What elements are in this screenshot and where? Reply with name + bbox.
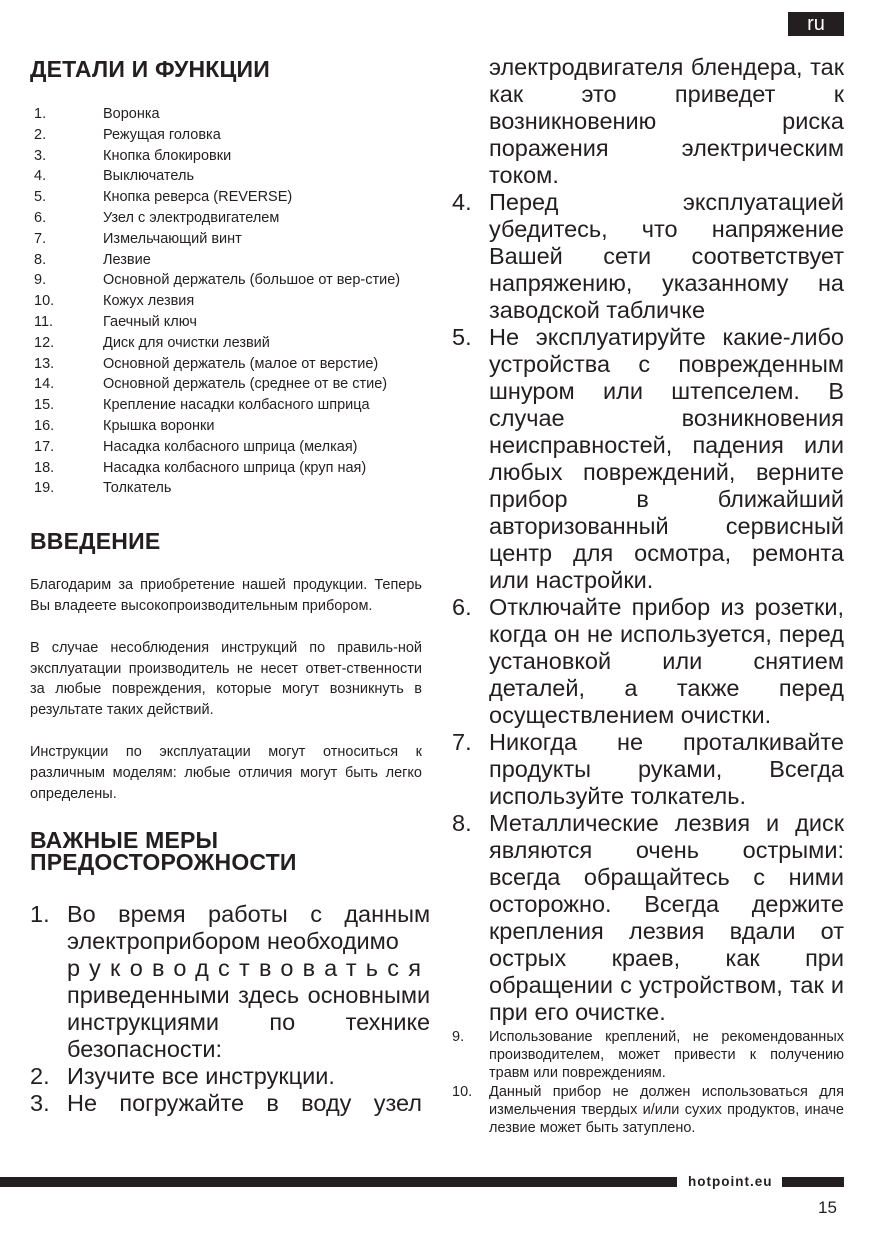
item-number: 10. <box>452 1083 473 1100</box>
list-item <box>30 125 422 146</box>
part-label: Основной держатель (среднее от ве стие) <box>103 376 388 393</box>
item-number: 8. <box>452 810 472 836</box>
part-label: Гаечный ключ <box>103 313 197 330</box>
safety-title-line2: ПРЕДОСТОРОЖНОСТИ <box>30 849 297 876</box>
item-number: 6. <box>452 594 472 620</box>
list-item <box>452 594 844 729</box>
list-item <box>30 478 422 499</box>
part-label: Кожух лезвия <box>103 293 195 310</box>
list-item <box>30 208 422 229</box>
left-column <box>30 52 431 1117</box>
item-number: 9. <box>452 1029 465 1045</box>
part-label: Крышка воронки <box>103 417 215 434</box>
item-text: Перед эксплуатацией убедитесь, что напряжение Вашей сети соответствует напряжению, указанному на заводской табличке <box>489 189 844 323</box>
list-item <box>30 395 422 416</box>
list-item <box>452 189 844 324</box>
list-item <box>452 1028 844 1083</box>
part-label: Узел с электродвигателем <box>103 209 280 226</box>
footer-brand: hotpoint.eu <box>688 1174 773 1189</box>
part-number: 13. <box>34 355 55 372</box>
safety-section-title <box>30 827 422 876</box>
part-number: 18. <box>34 459 55 476</box>
item-text: Данный прибор не должен использоваться для измельчения твердых и/или сухих продуктов, иначе лезвие может быть затуплено. <box>489 1083 844 1137</box>
part-label: Основной держатель (большое от вер-стие) <box>103 272 401 289</box>
item-number: 7. <box>452 729 472 755</box>
safety-list-right <box>452 54 844 1026</box>
part-number: 4. <box>34 168 47 185</box>
list-item <box>30 437 422 458</box>
item-number: 3. <box>30 1090 50 1117</box>
part-label: Выключатель <box>103 168 194 185</box>
footer-rule <box>0 1177 677 1187</box>
list-item <box>452 324 844 594</box>
list-item <box>30 1063 422 1090</box>
page-number: 15 <box>818 1198 837 1217</box>
part-number: 6. <box>34 209 47 226</box>
part-number: 12. <box>34 334 55 351</box>
part-number: 15. <box>34 397 55 414</box>
language-badge: ru <box>788 12 844 36</box>
list-item <box>30 416 422 437</box>
item-text: Изучите все инструкции. <box>67 1063 335 1090</box>
list-item <box>30 104 422 125</box>
right-column <box>452 54 844 1137</box>
item-text: Не эксплуатируйте какие-либо устройства с поврежденным шнуром или штепселем. В случае возникновения неисправностей, падения или любых повреждений, верните прибор в ближайший авторизованный сервисный центр для осмотра, ремонта или настройки. <box>489 324 844 593</box>
intro-section-title: ВВЕДЕНИЕ <box>30 528 161 555</box>
part-number: 2. <box>34 126 47 143</box>
item-text: Никогда не проталкивайте продукты руками, Всегда используйте толкатель. <box>489 729 844 809</box>
safety-title-line1: ВАЖНЫЕ МЕРЫ <box>30 827 219 854</box>
item-number: 4. <box>452 189 472 215</box>
intro-paragraph: В случае несоблюдения инструкций по правиль-ной эксплуатации производитель не несет ответ-ственности за любые повреждения, которые могут возникнуть в результате таких действий. <box>30 639 422 719</box>
footer-rule-right <box>782 1177 844 1187</box>
item-text-part: приведенными здесь основными инструкциями по технике безопасности: <box>67 982 431 1063</box>
part-number: 11. <box>34 313 54 330</box>
list-item <box>30 166 422 187</box>
part-number: 17. <box>34 438 55 455</box>
list-item <box>30 146 422 167</box>
part-label: Лезвие <box>103 251 151 268</box>
part-number: 7. <box>34 230 47 247</box>
intro-paragraph: Благодарим за приобретение нашей продукции. Теперь Вы владеете высокопроизводительным прибором. <box>30 577 422 614</box>
part-label: Основной держатель (малое от верстие) <box>103 355 379 372</box>
part-number: 8. <box>34 251 47 268</box>
list-item <box>30 312 422 333</box>
item-text: Отключайте прибор из розетки, когда он не используется, перед установкой или снятием деталей, а также перед осуществлением очистки. <box>489 594 844 728</box>
part-label: Режущая головка <box>103 126 221 143</box>
safety-list-left <box>30 901 431 1117</box>
list-item <box>30 291 422 312</box>
item-number: 1. <box>30 901 50 928</box>
part-number: 3. <box>34 147 47 164</box>
item-text-continuation: электродвигателя блендера, так как это приведет к возникновению риска поражения электрическим током. <box>489 54 844 188</box>
intro-text <box>30 575 422 804</box>
item-text: Металлические лезвия и диск являются очень острыми: всегда обращайтесь с ними осторожно. Всегда держите крепления лезвия вдали от острых краев, как при обращении с устройством, так и при его очистке. <box>489 810 844 1025</box>
item-text: Использование креплений, не рекомендованных производителем, может привести к получению травм или повреждениям. <box>489 1029 844 1082</box>
part-number: 10. <box>34 293 55 310</box>
part-number: 19. <box>34 480 55 497</box>
item-text-spaced: руководствоваться <box>67 955 431 982</box>
list-item <box>452 1083 844 1138</box>
part-number: 14. <box>34 376 55 393</box>
list-item <box>30 187 422 208</box>
item-number: 2. <box>30 1063 50 1090</box>
part-label: Диск для очистки лезвий <box>103 334 270 351</box>
part-number: 16. <box>34 417 55 434</box>
intro-paragraph: Инструкции по эксплуатации могут относиться к различным моделям: любые отличия могут быть легко определены. <box>30 743 422 802</box>
list-item <box>30 458 422 479</box>
part-label: Кнопка блокировки <box>103 147 232 164</box>
list-item <box>30 333 422 354</box>
part-label: Насадка колбасного шприца (круп ная) <box>103 459 367 476</box>
part-number: 9. <box>34 272 47 289</box>
part-number: 5. <box>34 189 47 206</box>
parts-list <box>30 104 422 499</box>
item-text <box>67 901 430 1063</box>
part-label: Насадка колбасного шприца (мелкая) <box>103 438 358 455</box>
parts-section-title: ДЕТАЛИ И ФУНКЦИИ <box>30 56 270 82</box>
list-item <box>30 1090 422 1117</box>
list-item <box>30 250 422 271</box>
part-number: 1. <box>34 106 47 122</box>
item-number: 5. <box>452 324 472 350</box>
list-item <box>30 270 422 291</box>
list-item <box>30 354 422 375</box>
list-item <box>30 229 422 250</box>
item-text-part: Во время работы с данным электроприбором необходимо <box>67 901 431 955</box>
part-label: Воронка <box>103 106 160 122</box>
part-label: Измельчающий винт <box>103 230 242 247</box>
item-text: Не погружайте в воду узел <box>67 1090 422 1117</box>
part-label: Кнопка реверса (REVERSE) <box>103 189 293 206</box>
safety-list-small <box>452 1028 844 1137</box>
list-item <box>30 901 431 1063</box>
list-item <box>452 729 844 810</box>
list-item <box>452 810 844 1026</box>
part-label: Толкатель <box>103 480 172 497</box>
part-label: Крепление насадки колбасного шприца <box>103 397 370 414</box>
list-item <box>30 374 422 395</box>
